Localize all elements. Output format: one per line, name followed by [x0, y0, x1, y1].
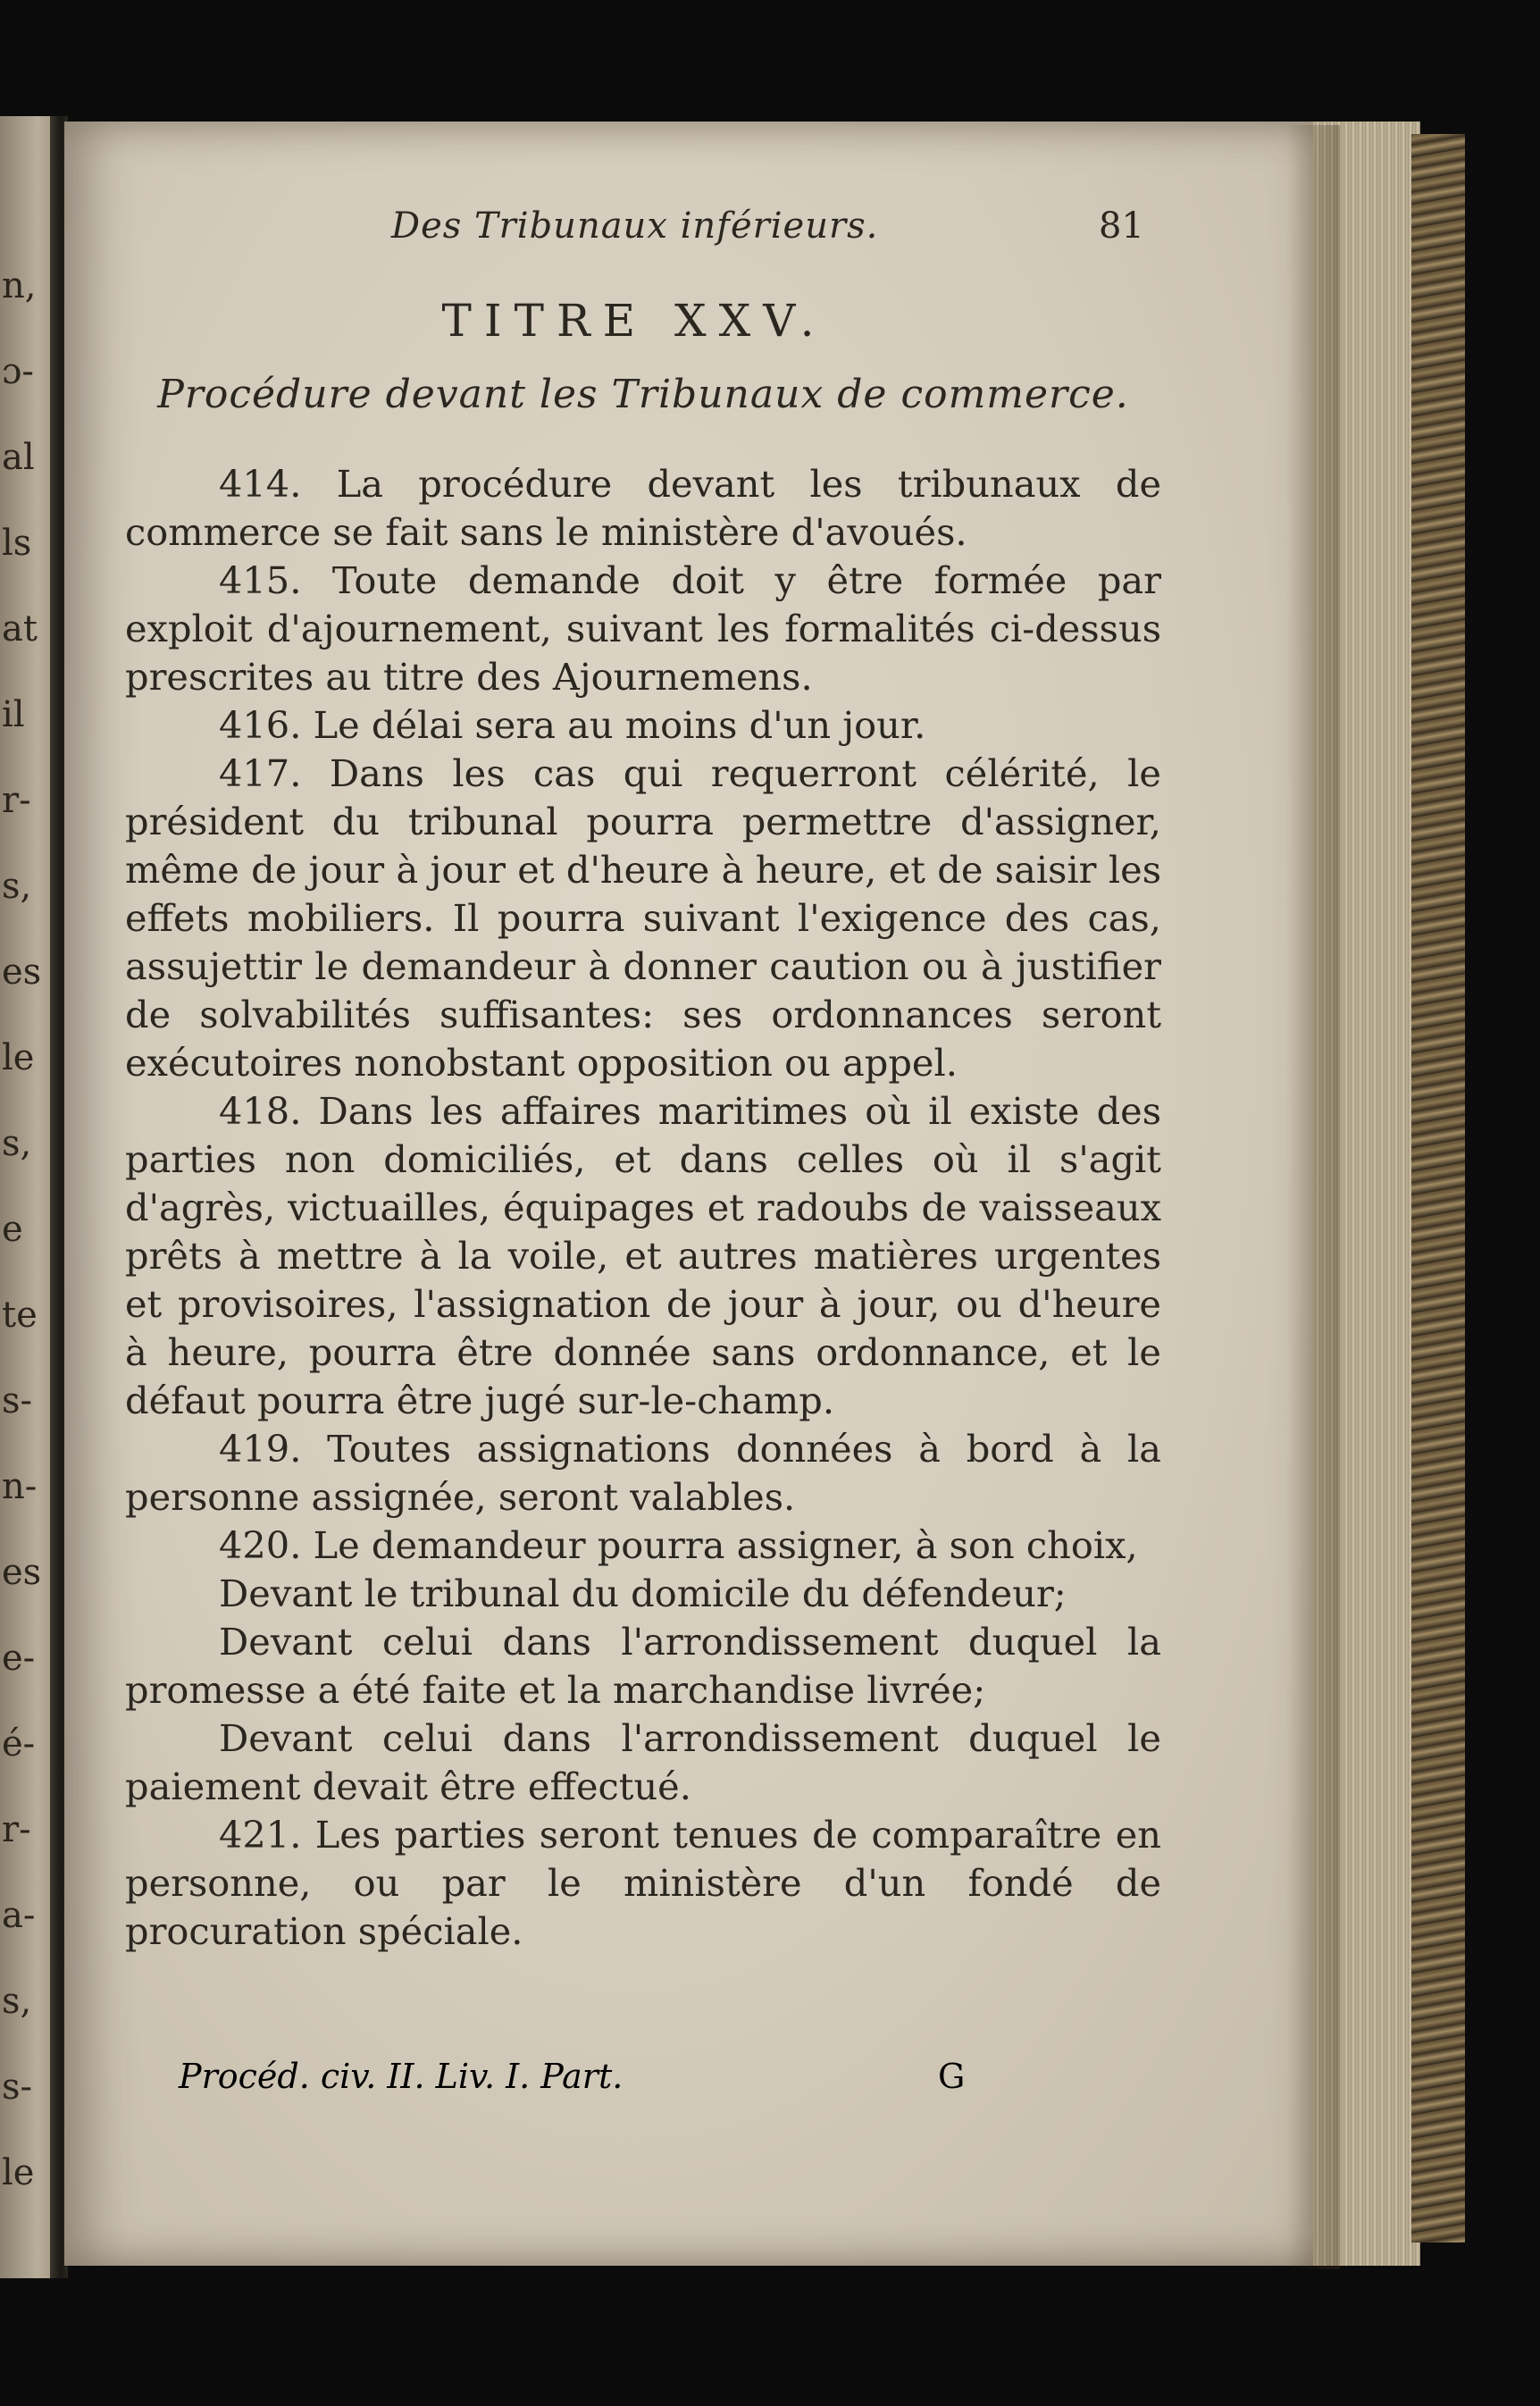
facing-page-fragment: es	[2, 952, 42, 993]
signature-line	[179, 2057, 1036, 2096]
facing-page-fragment: le	[2, 2152, 35, 2193]
marbled-cover	[1411, 134, 1465, 2243]
paragraph-417: 417. Dans les cas qui requerront célérité, le président du tribunal pourra permettre d'assigner, même de jour à jour et d'heure à heure, et de saisir les effets mobiliers. Il pourra suivant l'exigence des cas, assujettir le demandeur à donner caution ou à justifier de solvabilités suffisantes: ses ordonnances seront exécutoires nonobstant opposition ou appel.	[125, 751, 1161, 1085]
facing-page-fragment: il	[2, 694, 25, 735]
facing-page-fragment: te	[2, 1295, 38, 1336]
paragraph-420: 420. Le demandeur pourra assigner, à son choix,	[219, 1523, 1138, 1567]
paragraph-418: 418. Dans les affaires maritimes où il existe des parties non domiciliés, et dans celles où il s'agit d'agrès, victuailles, équipages et radoubs de vaisseaux prêts à mettre à la voile, et autres matières urgentes et provisoires, l'assignation de jour à jour, ou d'heure à heure, pourra être donnée sans ordonnance, et le défaut pourra être jugé sur-le-champ.	[125, 1089, 1161, 1422]
facing-page-fragment: a-	[2, 1895, 36, 1936]
facing-page-fragment: s-	[2, 1380, 33, 1421]
facing-page-fragment: r-	[2, 780, 31, 821]
facing-page-fragment: s,	[2, 866, 32, 907]
section-subtitle: Procédure devant les Tribunaux de commerce.	[157, 372, 1129, 417]
facing-page-fragment: n,	[2, 265, 37, 306]
paragraph-420-option-3: Devant celui dans l'arrondissement duquel le paiement devait être effectué.	[125, 1716, 1161, 1808]
signature-text: Procéd. civ. II. Liv. I. Part.	[179, 2057, 624, 2096]
paragraph-415: 415. Toute demande doit y être formée par exploit d'ajournement, suivant les formalités ci-dessus prescrites au titre des Ajournemens.	[125, 558, 1161, 699]
facing-page-fragment: es	[2, 1552, 42, 1593]
facing-page-fragment: ls	[2, 523, 32, 564]
facing-page-fragment: é-	[2, 1723, 36, 1765]
signature-mark: G	[938, 2057, 966, 2096]
running-title: Des Tribunaux inférieurs.	[391, 205, 879, 247]
facing-page-fragment: e-	[2, 1638, 36, 1679]
facing-page-fragment: al	[2, 437, 35, 478]
page-edge-shadow	[1286, 125, 1340, 2269]
section-title: TITRE XXV.	[441, 295, 827, 347]
facing-page-fragment: e	[2, 1209, 23, 1250]
paragraph-420-option-1: Devant le tribunal du domicile du défendeur;	[219, 1572, 1067, 1615]
page-number: 81	[1099, 205, 1144, 247]
body-text	[125, 460, 1161, 1956]
facing-page-fragment: ɔ-	[2, 351, 34, 392]
page-header	[125, 205, 1161, 263]
facing-page-fragment: s-	[2, 2066, 33, 2108]
paragraph-419: 419. Toutes assignations données à bord à la personne assignée, seront valables.	[125, 1427, 1161, 1519]
facing-page-fragment: s,	[2, 1123, 32, 1164]
paragraph-420-option-2: Devant celui dans l'arrondissement duquel la promesse a été faite et la marchandise livrée;	[125, 1620, 1161, 1712]
text-block	[125, 205, 1161, 1956]
paragraph-421: 421. Les parties seront tenues de comparaître en personne, ou par le ministère d'un fondé de procuration spéciale.	[125, 1813, 1161, 1953]
paragraph-416: 416. Le délai sera au moins d'un jour.	[219, 703, 926, 747]
facing-page-fragment: r-	[2, 1809, 31, 1850]
facing-page-fragment: n-	[2, 1466, 38, 1507]
facing-page-fragment: s,	[2, 1981, 32, 2022]
paragraph-414: 414. La procédure devant les tribunaux de commerce se fait sans le ministère d'avoués.	[125, 462, 1161, 554]
facing-page-fragment: le	[2, 1037, 35, 1078]
facing-page-fragment: at	[2, 608, 38, 650]
